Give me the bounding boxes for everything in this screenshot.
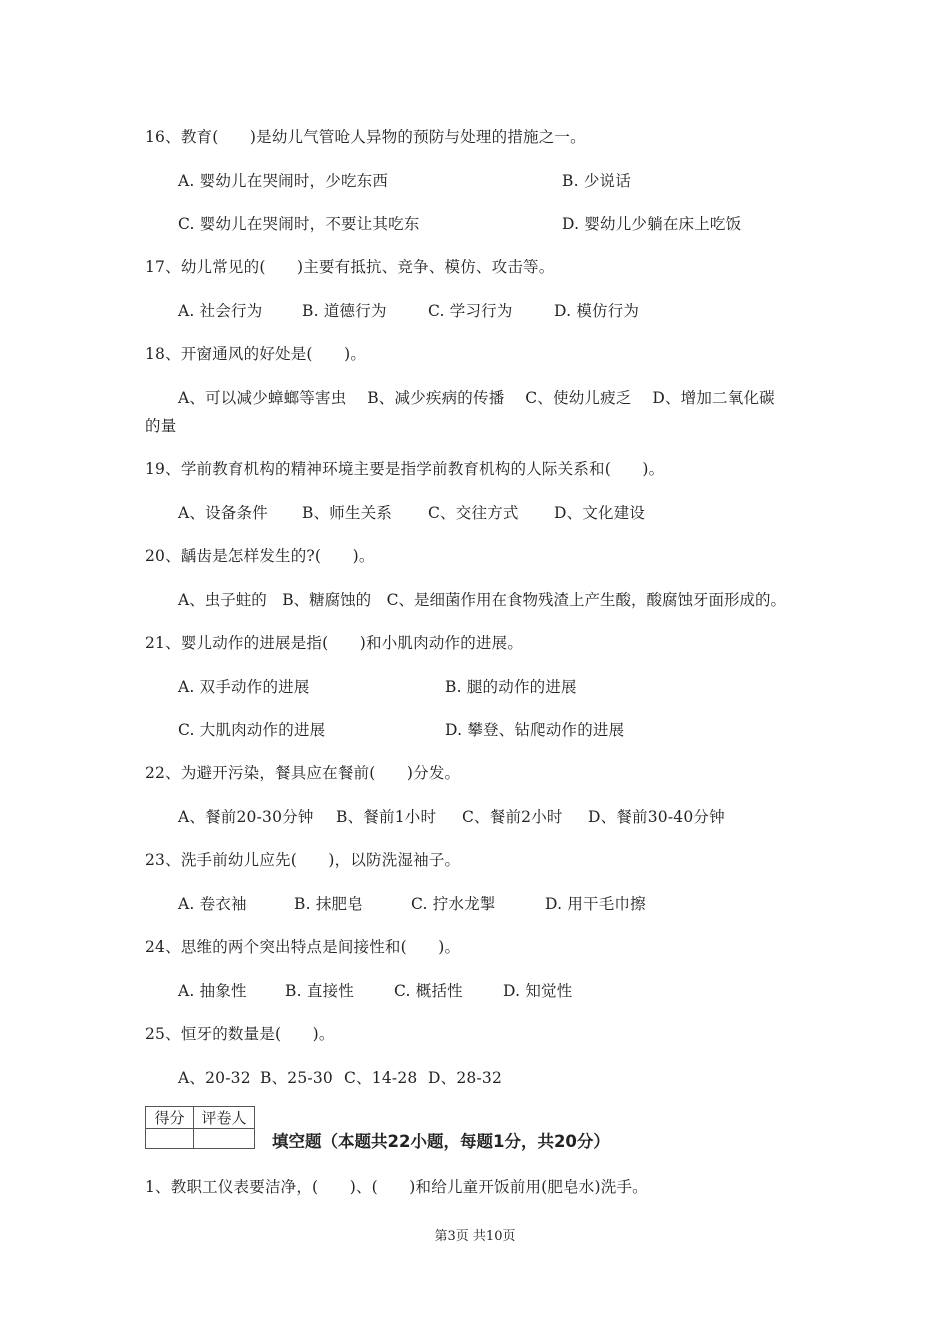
q23-option-c: C. 拧水龙掣 <box>411 895 496 913</box>
question-18: 18、开窗通风的好处是( )。 <box>145 345 367 363</box>
q19-option-d: D、文化建设 <box>554 504 646 522</box>
question-23: 23、洗手前幼儿应先( )，以防洗湿袖子。 <box>145 851 461 869</box>
q22-option-d: D、餐前30-40分钟 <box>588 808 725 826</box>
q17-option-d: D. 模仿行为 <box>554 302 640 320</box>
question-22: 22、为避开污染，餐具应在餐前( )分发。 <box>145 764 461 782</box>
page-footer: 第3页 共10页 <box>434 1229 516 1244</box>
q22-option-b: B、餐前1小时 <box>336 808 437 826</box>
grader-label: 评卷人 <box>194 1107 255 1129</box>
q23-option-a: A. 卷衣袖 <box>178 895 247 913</box>
q25-option-b: B、25-30 <box>260 1069 333 1087</box>
q17-option-b: B. 道德行为 <box>302 302 387 320</box>
q19-option-c: C、交往方式 <box>428 504 519 522</box>
q22-option-c: C、餐前2小时 <box>462 808 563 826</box>
q24-option-a: A. 抽象性 <box>178 982 247 1000</box>
grader-cell[interactable] <box>194 1129 255 1149</box>
q16-option-d: D. 婴幼儿少躺在床上吃饭 <box>562 215 742 233</box>
q17-option-a: A. 社会行为 <box>178 302 263 320</box>
q22-option-a: A、餐前20-30分钟 <box>178 808 314 826</box>
q20-options: A、虫子蛀的 B、糖腐蚀的 C、是细菌作用在食物残渣上产生酸，酸腐蚀牙面形成的。 <box>178 591 786 609</box>
q18-options-continuation: 的量 <box>145 417 177 435</box>
q24-option-b: B. 直接性 <box>285 982 354 1000</box>
q23-option-d: D. 用干毛巾擦 <box>545 895 646 913</box>
q16-option-c: C. 婴幼儿在哭闹时，不要让其吃东 <box>178 215 420 233</box>
q16-option-b: B. 少说话 <box>562 172 631 190</box>
question-21: 21、婴儿动作的进展是指( )和小肌肉动作的进展。 <box>145 634 524 652</box>
score-cell[interactable] <box>146 1129 194 1149</box>
section-title: 填空题（本题共22小题，每题1分，共20分） <box>272 1132 610 1151</box>
score-label: 得分 <box>146 1107 194 1129</box>
question-25: 25、恒牙的数量是( )。 <box>145 1025 335 1043</box>
q23-option-b: B. 抹肥皂 <box>294 895 363 913</box>
q24-option-d: D. 知觉性 <box>503 982 573 1000</box>
q21-option-a: A. 双手动作的进展 <box>178 678 310 696</box>
q21-option-c: C. 大肌肉动作的进展 <box>178 721 326 739</box>
q21-option-b: B. 腿的动作的进展 <box>445 678 577 696</box>
q25-option-c: C、14-28 <box>344 1069 418 1087</box>
q19-option-b: B、师生关系 <box>302 504 393 522</box>
question-19: 19、学前教育机构的精神环境主要是指学前教育机构的人际关系和( )。 <box>145 460 665 478</box>
question-16: 16、教育( )是幼儿气管呛人异物的预防与处理的措施之一。 <box>145 128 586 146</box>
q17-option-c: C. 学习行为 <box>428 302 513 320</box>
question-17: 17、幼儿常见的( )主要有抵抗、竞争、模仿、攻击等。 <box>145 258 555 276</box>
q25-option-d: D、28-32 <box>428 1069 503 1087</box>
q16-option-a: A. 婴幼儿在哭闹时，少吃东西 <box>178 172 389 190</box>
question-20: 20、龋齿是怎样发生的?( )。 <box>145 547 375 565</box>
q19-option-a: A、设备条件 <box>178 504 268 522</box>
q25-option-a: A、20-32 <box>178 1069 251 1087</box>
question-24: 24、思维的两个突出特点是间接性和( )。 <box>145 938 461 956</box>
q21-option-d: D. 攀登、钻爬动作的进展 <box>445 721 625 739</box>
q24-option-c: C. 概括性 <box>394 982 463 1000</box>
score-box <box>145 1106 255 1149</box>
fill-blank-question-1: 1、教职工仪表要洁净，( )、( )和给儿童开饭前用(肥皂水)洗手。 <box>145 1178 648 1196</box>
q18-options: A、可以减少蟑螂等害虫 B、减少疾病的传播 C、使幼儿疲乏 D、增加二氧化碳 <box>178 389 775 407</box>
